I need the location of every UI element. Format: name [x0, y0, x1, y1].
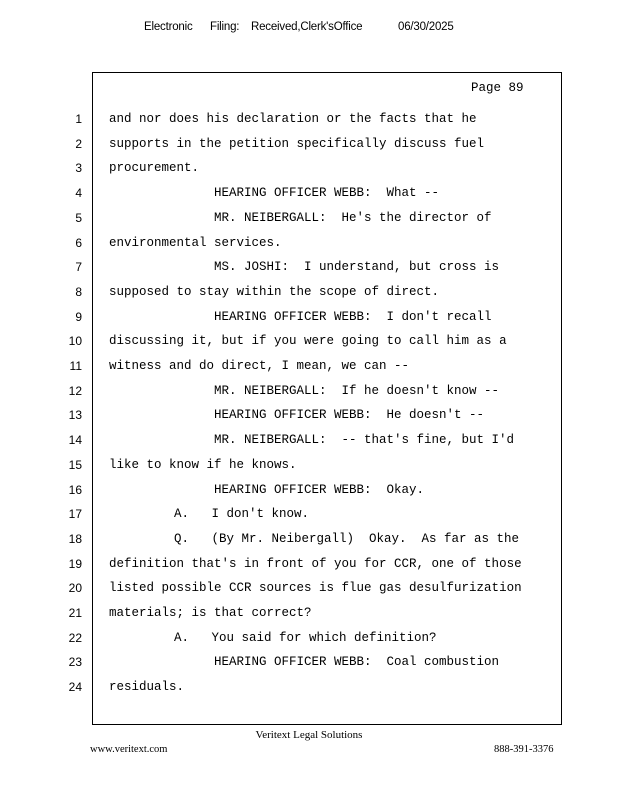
- line-text: HEARING OFFICER WEBB: What --: [214, 186, 440, 201]
- footer-company: Veritext Legal Solutions: [255, 729, 363, 741]
- transcript-line: [0, 359, 618, 379]
- transcript-line: [0, 211, 618, 231]
- transcript-line: [0, 186, 618, 206]
- line-text: A. I don't know.: [174, 507, 310, 522]
- transcript-line: [0, 606, 618, 626]
- transcript-line: [0, 655, 618, 675]
- line-number: 5: [75, 210, 82, 225]
- line-number: 1: [75, 112, 82, 126]
- line-text: and nor does his declaration or the facts that he: [109, 112, 477, 126]
- line-number: 4: [75, 186, 82, 201]
- transcript-line: [0, 112, 618, 132]
- filing-header-received: Received,Clerk'sOffice: [251, 21, 363, 33]
- line-number: 8: [75, 284, 82, 299]
- line-text: like to know if he knows.: [109, 457, 297, 472]
- line-text: MS. JOSHI: I understand, but cross is: [214, 260, 500, 275]
- filing-header-date: 06/30/2025: [398, 21, 454, 33]
- line-number: 14: [68, 433, 82, 448]
- page-number: Page 89: [471, 81, 524, 95]
- line-number: 3: [75, 161, 82, 176]
- line-text: materials; is that correct?: [109, 606, 312, 620]
- line-number: 24: [68, 680, 82, 695]
- line-number: 13: [68, 408, 82, 423]
- transcript-line: [0, 260, 618, 280]
- transcript-line: [0, 384, 618, 404]
- transcript-line: [0, 631, 618, 651]
- line-text: MR. NEIBERGALL: If he doesn't know --: [214, 383, 500, 398]
- footer-phone: 888-391-3376: [494, 744, 554, 755]
- transcript-line: [0, 458, 618, 478]
- line-text: HEARING OFFICER WEBB: Okay.: [214, 482, 425, 497]
- line-text: HEARING OFFICER WEBB: Coal combustion: [214, 655, 500, 670]
- line-number: 17: [68, 507, 82, 522]
- line-number: 18: [68, 531, 82, 546]
- line-number: 6: [75, 235, 82, 250]
- line-text: witness and do direct, I mean, we can --: [109, 359, 410, 373]
- line-number: 15: [68, 457, 82, 472]
- line-number: 16: [68, 482, 82, 497]
- line-text: procurement.: [109, 161, 200, 176]
- line-text: discussing it, but if you were going to call him as a: [109, 334, 507, 349]
- transcript-line: [0, 433, 618, 453]
- filing-header-electronic: Electronic: [144, 21, 193, 33]
- line-number: 11: [69, 359, 82, 373]
- line-text: residuals.: [109, 680, 185, 695]
- line-number: 12: [68, 383, 82, 398]
- line-text: supports in the petition specifically discuss fuel: [109, 136, 485, 151]
- line-text: MR. NEIBERGALL: He's the director of: [214, 210, 492, 225]
- transcript-line: [0, 236, 618, 256]
- line-text: definition that's in front of you for CCR, one of those: [109, 556, 522, 571]
- transcript-line: [0, 581, 618, 601]
- line-number: 22: [68, 630, 82, 645]
- transcript-line: [0, 532, 618, 552]
- transcript-line: [0, 483, 618, 503]
- line-text: environmental services.: [109, 235, 282, 250]
- transcript-line: [0, 161, 618, 181]
- line-number: 19: [68, 556, 82, 571]
- transcript-line: [0, 285, 618, 305]
- line-text: A. You said for which definition?: [174, 630, 437, 645]
- line-number: 10: [68, 334, 82, 349]
- line-number: 23: [68, 655, 82, 670]
- line-number: 7: [75, 260, 82, 275]
- transcript-line: [0, 680, 618, 700]
- line-number: 2: [75, 136, 82, 151]
- transcript-line: [0, 310, 618, 330]
- line-text: supposed to stay within the scope of direct.: [109, 284, 440, 299]
- line-text: Q. (By Mr. Neibergall) Okay. As far as the: [174, 531, 520, 546]
- transcript-line: [0, 507, 618, 527]
- filing-header-filing: Filing:: [210, 21, 240, 33]
- footer-website: www.veritext.com: [90, 744, 168, 755]
- transcript-line: [0, 137, 618, 157]
- transcript-line: [0, 408, 618, 428]
- line-text: listed possible CCR sources is flue gas desulfurization: [109, 581, 522, 596]
- line-text: HEARING OFFICER WEBB: I don't recall: [214, 309, 492, 324]
- line-number: 21: [68, 606, 82, 620]
- line-text: MR. NEIBERGALL: -- that's fine, but I'd: [214, 433, 515, 448]
- transcript-line: [0, 557, 618, 577]
- transcript-line: [0, 334, 618, 354]
- line-text: HEARING OFFICER WEBB: He doesn't --: [214, 408, 485, 423]
- line-number: 20: [68, 581, 82, 596]
- line-number: 9: [75, 309, 82, 324]
